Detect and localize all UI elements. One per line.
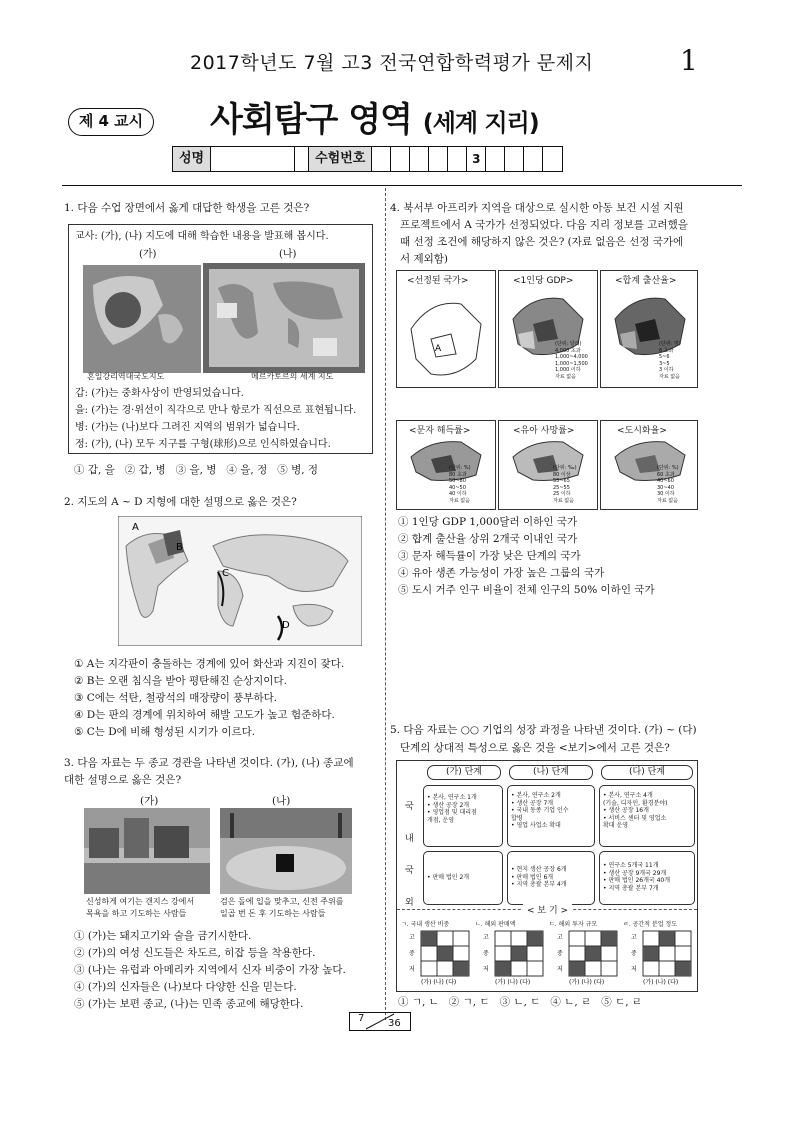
q4-option-1[interactable]: ① 1인당 GDP 1,000달러 이하인 국가 [398, 516, 578, 528]
legend-lit-item: 80 초과 [449, 471, 467, 478]
svg-text:고: 고 [409, 934, 415, 941]
q3-stem-2: 대한 설명으로 옳은 것은? [64, 774, 182, 786]
q4-option-4[interactable]: ④ 유아 생존 가능성이 가장 높은 그룹의 국가 [398, 567, 605, 579]
legend-inf-unit: (단위: ‰) [553, 465, 577, 471]
q4-stem-2: 프로젝트에서 A 국가가 선정되었다. 다음 지리 정보를 고려했을 [400, 219, 688, 231]
q1-box [68, 224, 373, 454]
legend-inf-item: 80 이상 [553, 471, 571, 478]
legend-birth-item: 3~5 [659, 360, 670, 367]
q5-stem-1: 5. 다음 자료는 ○○ 기업의 성장 과정을 나타낸 것이다. (가) ~ (다) [390, 724, 697, 736]
bogi-item-3: ㄷ. 해외 투자 규모 [549, 921, 598, 928]
q3-caption-b2: 일곱 번 돈 후 기도하는 사람들 [220, 909, 326, 918]
exam-title: 2017학년도 7월 고3 전국연합학력평가 문제지 [190, 52, 594, 74]
kangnido-map-image [83, 265, 201, 373]
map-label-c: C [222, 568, 229, 579]
bogi-item-2: ㄴ. 해외 판매액 [475, 921, 516, 928]
q1-student-2: 을: (가)는 경·위선이 직각으로 만나 항로가 직선으로 표현됩니다. [75, 405, 357, 416]
map-title-urban: <도시화율> [617, 426, 667, 436]
svg-text:중: 중 [409, 950, 415, 957]
ganges-photo [84, 808, 210, 894]
legend-birth-item: 5~6 [659, 354, 670, 360]
q1-stem: 1. 다음 수업 장면에서 옳게 대답한 학생을 고른 것은? [64, 202, 310, 214]
q2-option-5[interactable]: ⑤ C는 D에 비해 형성된 시기가 이르다. [74, 726, 256, 738]
map-label-a: A [132, 522, 139, 533]
svg-text:(가) (나) (다): (가) (나) (다) [495, 979, 531, 986]
exam-no-cell[interactable] [429, 147, 448, 171]
row-foreign-label: 국 외 [405, 866, 414, 908]
map-urbanization [600, 420, 698, 510]
map-birth-rate [600, 270, 698, 388]
q1-teacher: 교사: (가), (나) 지도에 대해 학습한 내용을 발표해 봅시다. [75, 231, 329, 242]
mercator-map-image [203, 263, 365, 373]
name-label: 성명 [173, 147, 211, 171]
svg-text:(가) (나) (다): (가) (나) (다) [643, 979, 679, 986]
world-map-image [118, 516, 362, 646]
foreign-stage-a: • 판매 법인 2개 [423, 851, 503, 905]
mecca-photo [220, 808, 352, 894]
q5-options[interactable]: ① ㄱ, ㄴ ② ㄱ, ㄷ ③ ㄴ, ㄷ ④ ㄴ, ㄹ ⑤ ㄷ, ㄹ [398, 996, 643, 1008]
exam-no-cell[interactable] [543, 147, 562, 171]
legend-gdp-item: 1,000~4,000 [555, 354, 588, 360]
legend-birth-unit: (단위: 명) [659, 341, 681, 347]
q2-option-1[interactable]: ① A는 지각판이 충돌하는 경계에 있어 화산과 지진이 잦다. [74, 658, 345, 670]
svg-text:중: 중 [483, 950, 489, 957]
legend-urb-item: 60 초과 [657, 471, 675, 478]
svg-text:중: 중 [557, 950, 563, 957]
map-title-gdp: <1인당 GDP> [513, 276, 574, 286]
row-domestic-label: 국 내 [405, 802, 414, 844]
legend-urb-item: 30~40 [657, 484, 674, 491]
legend-lit-item: 40~50 [449, 484, 466, 491]
exam-no-digit: 3 [467, 147, 486, 171]
map-infant-mortality [498, 420, 598, 510]
stage-c-label: (다) 단계 [601, 765, 693, 780]
q3-option-3[interactable]: ③ (나)는 유럽과 아메리카 지역에서 신자 비중이 가장 높다. [74, 964, 346, 976]
exam-no-cell[interactable] [486, 147, 505, 171]
legend-birth-item: 3 이하 [659, 367, 674, 373]
bogi-title: < 보 기 > [523, 903, 572, 916]
domestic-stage-b: • 본사, 연구소 2개 • 생산 공장 7개 • 국내 동종 기업 인수 합병 • 영업 사업소 확대 [507, 785, 595, 847]
map-title-selected: <선정된 국가> [407, 276, 469, 286]
q5-stem-2: 단계의 상대적 특성으로 옳은 것을 <보기>에서 고른 것은? [400, 742, 670, 754]
map-selected-country [396, 270, 496, 388]
exam-no-cell[interactable] [391, 147, 410, 171]
exam-no-cell[interactable] [372, 147, 391, 171]
q2-option-3[interactable]: ③ C에는 석탄, 철광석의 매장량이 풍부하다. [74, 692, 278, 704]
bogi-item-1: ㄱ. 국내 생산 비중 [401, 921, 450, 928]
legend-inf-item: 55~65 [553, 478, 570, 484]
q2-option-4[interactable]: ④ D는 판의 경계에 위치하여 해발 고도가 높고 험준하다. [74, 709, 335, 721]
svg-text:고: 고 [483, 934, 489, 941]
legend-gdp-item: 1,000 이하 [555, 367, 581, 373]
svg-text:고: 고 [557, 934, 563, 941]
legend-urb-item: 40~60 [657, 478, 674, 484]
q3-stem-1: 3. 다음 자료는 두 종교 경관을 나타낸 것이다. (가), (나) 종교에 [64, 757, 354, 769]
page-indicator [349, 1012, 411, 1031]
q5-data-box [396, 760, 698, 992]
foreign-stage-c: • 연구소 5개국 11개 • 생산 공장 9개국 29개 • 판매 법인 26개국 40개 • 지역 총괄 본부 7개 [599, 851, 695, 905]
foreign-stage-b: • 현지 생산 공장 6개 • 판매 법인 6개 • 지역 총괄 본부 4개 [507, 851, 595, 905]
q3-option-4[interactable]: ④ (가)의 신자들은 (나)보다 다양한 신을 믿는다. [74, 981, 297, 993]
map-title-literacy: <문자 해득률> [409, 426, 471, 436]
q1-caption-a: 혼일강리역대국도지도 [87, 372, 165, 381]
legend-urb-unit: (단위: %) [657, 465, 679, 471]
svg-text:(가) (나) (다): (가) (나) (다) [569, 979, 605, 986]
page-number: 1 [680, 44, 698, 77]
map-literacy [396, 420, 496, 510]
q4-stem-4: 서 제외함) [400, 253, 449, 265]
svg-text:저: 저 [409, 966, 415, 973]
q3-caption-a2: 목욕을 하고 기도하는 사람들 [86, 909, 187, 918]
q4-option-2[interactable]: ② 합계 출산율 상위 2개국 이내인 국가 [398, 533, 578, 545]
q1-student-3: 병: (가)는 (나)보다 그려진 지역의 범위가 넓습니다. [75, 422, 300, 433]
q1-student-4: 정: (가), (나) 모두 지구를 구형(球形)으로 인식하였습니다. [75, 439, 331, 450]
legend-gdp-item: 4,000 초과 [555, 347, 581, 354]
q1-caption-b: 메르카토르의 세계 지도 [251, 372, 334, 381]
q2-stem: 2. 지도의 A ~ D 지형에 대한 설명으로 옳은 것은? [64, 496, 297, 508]
legend-lit-item: 자료 없음 [449, 497, 470, 504]
q3-option-5[interactable]: ⑤ (가)는 보편 종교, (나)는 민족 종교에 해당한다. [74, 998, 304, 1010]
svg-text:저: 저 [631, 966, 637, 973]
map-title-infant: <유아 사망률> [513, 426, 575, 436]
map-label-b: B [176, 542, 183, 553]
bogi-item-4: ㄹ. 공간적 분업 정도 [623, 921, 677, 928]
legend-gdp-item: 자료 없음 [555, 373, 576, 380]
subject-paren: (세계 지리) [422, 109, 539, 137]
legend-inf-item: 25 이하 [553, 491, 571, 497]
q3-option-2[interactable]: ② (가)의 여성 신도들은 차도르, 히잡 등을 착용한다. [74, 947, 316, 959]
q3-caption-a1: 신성하게 여기는 갠지스 강에서 [86, 897, 195, 906]
svg-text:중: 중 [631, 950, 637, 957]
q1-options[interactable]: ① 갑, 을 ② 갑, 병 ③ 을, 병 ④ 을, 정 ⑤ 병, 정 [74, 464, 319, 476]
map-gdp [498, 270, 598, 388]
session-badge: 제 4 교시 [68, 108, 154, 136]
stage-b-label: (나) 단계 [509, 765, 593, 780]
q4-option-5[interactable]: ⑤ 도시 거주 인구 비율이 전체 인구의 50% 이하인 국가 [398, 584, 655, 596]
page-total: 36 [388, 1018, 401, 1029]
name-field[interactable] [211, 147, 295, 171]
svg-text:저: 저 [483, 966, 489, 973]
legend-inf-item: 자료 없음 [553, 497, 574, 504]
legend-urb-item: 자료 없음 [657, 497, 678, 504]
exam-no-cell[interactable] [410, 147, 429, 171]
stage-a-label: (가) 단계 [427, 765, 501, 780]
exam-no-cell[interactable] [448, 147, 467, 171]
subject-name: 사회탐구 영역 [210, 100, 412, 140]
student-id-bar [172, 146, 563, 172]
legend-gdp-unit: (단위: 달러) [555, 341, 582, 347]
q4-option-3[interactable]: ③ 문자 해득률이 가장 낮은 단계의 국가 [398, 550, 581, 562]
q1-student-1: 갑: (가)는 중화사상이 반영되었습니다. [75, 388, 244, 399]
legend-birth-item: 6 초과 [659, 347, 674, 354]
q3-label-b: (나) [272, 795, 291, 807]
svg-text:(가) (나) (다): (가) (나) (다) [421, 979, 457, 986]
map-label-country-a: A [435, 344, 442, 354]
map-title-birth: <합계 출산율> [615, 276, 677, 286]
bogi-grids [401, 929, 697, 987]
map-label-d: D [282, 620, 290, 631]
svg-text:고: 고 [631, 934, 637, 941]
legend-lit-item: 50~80 [449, 478, 466, 484]
q3-label-a: (가) [140, 795, 159, 807]
q1-label-a: (가) [139, 249, 157, 260]
legend-urb-item: 30 이하 [657, 491, 675, 497]
legend-inf-item: 25~55 [553, 484, 570, 491]
legend-gdp-item: 1,000~1,500 [555, 360, 588, 367]
legend-birth-item: 자료 없음 [659, 373, 680, 380]
svg-text:저: 저 [557, 966, 563, 973]
header-divider [62, 185, 742, 186]
exam-no-label: 수험번호 [309, 147, 372, 171]
subject-title [210, 92, 539, 141]
q4-stem-1: 4. 북서부 아프리카 지역을 대상으로 실시한 아동 보건 시설 지원 [390, 202, 684, 214]
q1-label-b: (나) [279, 249, 297, 260]
q3-option-1[interactable]: ① (가)는 돼지고기와 술을 금기시한다. [74, 930, 252, 942]
q2-option-2[interactable]: ② B는 오랜 침식을 받아 평탄해진 순상지이다. [74, 675, 287, 687]
page-current: 7 [358, 1013, 365, 1024]
legend-lit-unit: (단위: %) [449, 465, 471, 471]
column-divider [385, 188, 386, 1020]
legend-lit-item: 40 이하 [449, 491, 467, 497]
domestic-stage-c: • 본사, 연구소 4개 (기술, 디자인, 환경분야) • 생산 공장 16개 • 서비스 센터 및 영업소 확대 운영 [599, 785, 695, 847]
q4-stem-3: 때 선정 조건에 해당하지 않은 것은? (자료 없음은 선정 국가에 [400, 236, 684, 248]
domestic-stage-a: • 본사, 연구소 1개 • 생산 공장 2개 • 영업점 및 대리점 개점, 운영 [423, 785, 503, 847]
q3-caption-b1: 검은 돌에 입을 맞추고, 신전 주위를 [220, 897, 344, 906]
exam-no-cell[interactable] [524, 147, 543, 171]
exam-no-cell[interactable] [505, 147, 524, 171]
